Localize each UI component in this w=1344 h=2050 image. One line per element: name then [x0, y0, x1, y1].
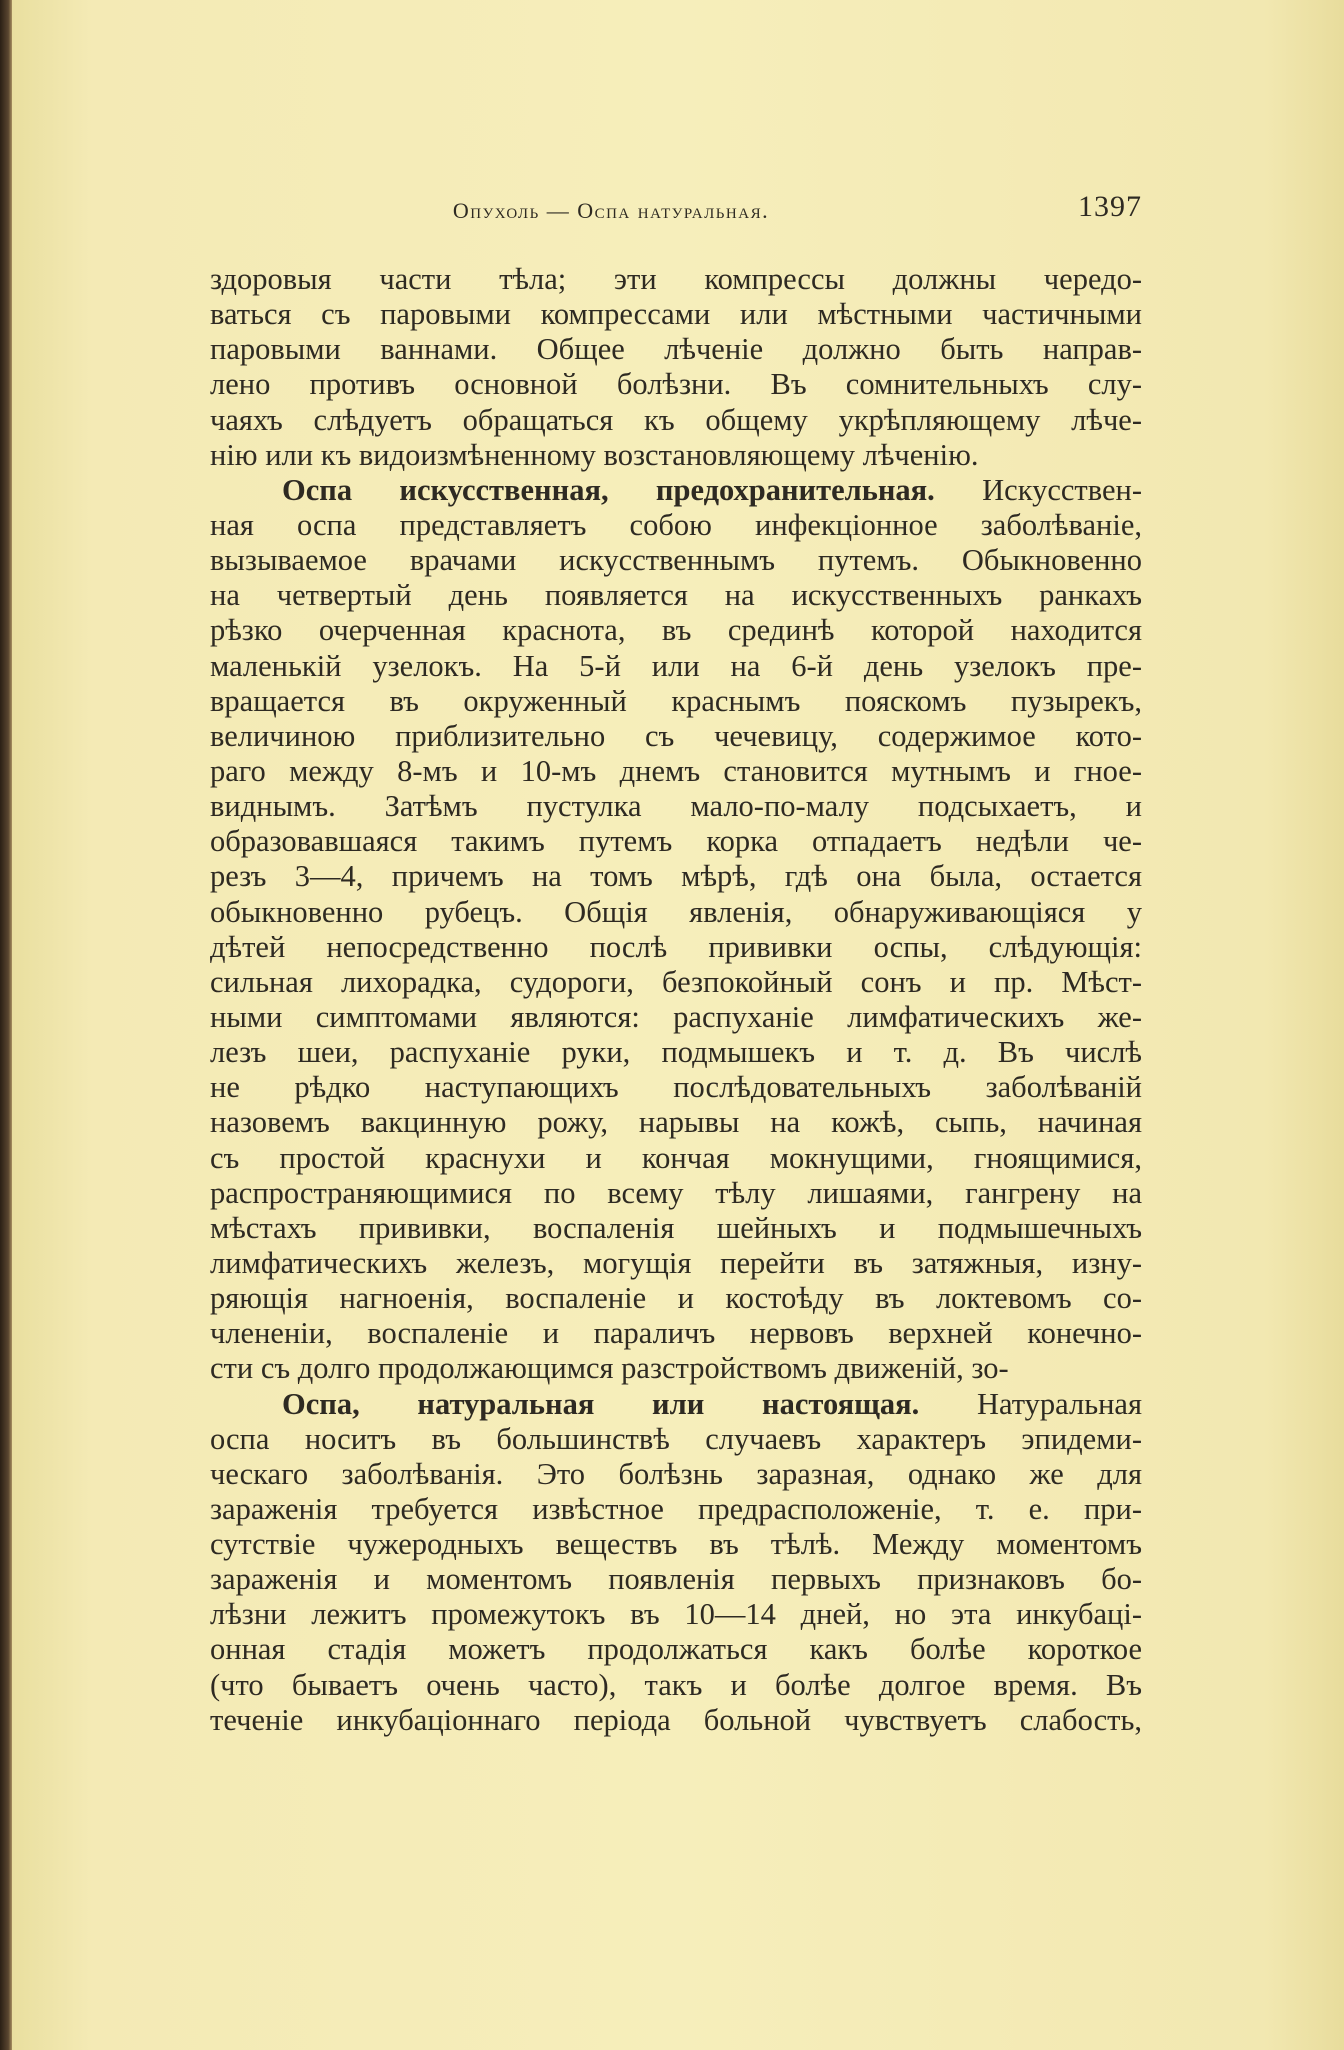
text-line: лѣзни лежитъ промежутокъ въ 10—14 дней, но эта инкубаці-	[210, 1597, 1142, 1632]
text-line: съ простой краснухи и кончая мокнущими, гноящимися,	[210, 1140, 1142, 1175]
text-line: обыкновенно рубецъ. Общія явленія, обнаруживающіяся у	[210, 894, 1142, 929]
text-line: на четвертый день появляется на искусственныхъ ранкахъ	[210, 578, 1142, 613]
section-heading: Оспа искусственная, предохранительная.	[282, 472, 935, 507]
text-line: (что бываетъ очень часто), такъ и болѣе долгое время. Въ	[210, 1667, 1142, 1702]
text-line: величиною приблизительно съ чечевицу, содержимое кото-	[210, 718, 1142, 753]
running-head	[210, 190, 1142, 230]
text-line: онная стадія можетъ продолжаться какъ болѣе короткое	[210, 1632, 1142, 1667]
section-heading: Оспа, натуральная или настоящая.	[282, 1386, 920, 1421]
page-number: 1397	[1078, 190, 1142, 223]
heading-continuation: Искусствен-	[982, 472, 1142, 507]
paragraph-2	[210, 473, 1142, 1387]
text-line: раго между 8-мъ и 10-мъ днемъ становится мутнымъ и гное-	[210, 753, 1142, 788]
text-line: сутствіе чужеродныхъ веществъ въ тѣлѣ. Между моментомъ	[210, 1527, 1142, 1562]
text-line: распространяющимися по всему тѣлу лишаями, гангрену на	[210, 1175, 1142, 1210]
text-line: сти съ долго продолжающимся разстройствомъ движеній, зо-	[210, 1351, 1009, 1386]
text-line: ная оспа представляетъ собою инфекціонное заболѣваніе,	[210, 507, 1142, 542]
text-line	[210, 473, 1142, 508]
text-line: лено противъ основной болѣзни. Въ сомнительныхъ слу-	[210, 367, 1142, 402]
text-line: маленькій узелокъ. На 5-й или на 6-й день узелокъ пре-	[210, 648, 1142, 683]
running-title: Опухоль — Оспа натуральная.	[452, 198, 770, 223]
paragraph-1	[210, 262, 1142, 473]
book-spine-shadow	[0, 0, 12, 2050]
text-line: ваться съ паровыми компрессами или мѣстными частичными	[210, 297, 1142, 332]
text-line: резъ 3—4, причемъ на томъ мѣрѣ, гдѣ она была, остается	[210, 859, 1142, 894]
paragraph-3	[210, 1387, 1142, 1738]
text-line: здоровыя части тѣла; эти компрессы должны чередо-	[210, 262, 1142, 296]
text-line: зараженія требуется извѣстное предрасположеніе, т. е. при-	[210, 1491, 1142, 1526]
text-line: мѣстахъ прививки, воспаленія шейныхъ и подмышечныхъ	[210, 1210, 1142, 1245]
text-line: сильная лихорадка, судороги, безпокойный сонъ и пр. Мѣст-	[210, 964, 1142, 999]
text-line: чаяхъ слѣдуетъ обращаться къ общему укрѣпляющему лѣче-	[210, 402, 1142, 437]
text-line: дѣтей непосредственно послѣ прививки оспы, слѣдующія:	[210, 929, 1142, 964]
text-line: теченіе инкубаціоннаго періода больной чувствуетъ слабость,	[210, 1702, 1142, 1737]
text-line: оспа носитъ въ большинствѣ случаевъ характеръ эпидеми-	[210, 1421, 1142, 1456]
text-line: лимфатическихъ железъ, могущія перейти въ затяжныя, изну-	[210, 1245, 1142, 1280]
text-line: вращается въ окруженный краснымъ пояскомъ пузырекъ,	[210, 683, 1142, 718]
text-line: нію или къ видоизмѣненному возстановляющему лѣченію.	[210, 437, 979, 472]
text-line: рѣзко очерченная краснота, въ срединѣ которой находится	[210, 613, 1142, 648]
text-line: образовавшаяся такимъ путемъ корка отпадаетъ недѣли че-	[210, 824, 1142, 859]
text-line: назовемъ вакцинную рожу, нарывы на кожѣ, сыпь, начиная	[210, 1105, 1142, 1140]
text-line: зараженія и моментомъ появленія первыхъ признаковъ бо-	[210, 1562, 1142, 1597]
text-line: виднымъ. Затѣмъ пустулка мало-по-малу подсыхаетъ, и	[210, 789, 1142, 824]
body-text	[210, 262, 1142, 1738]
text-line: лезъ шеи, распуханіе руки, подмышекъ и т. д. Въ числѣ	[210, 1035, 1142, 1070]
text-line: не рѣдко наступающихъ послѣдовательныхъ заболѣваній	[210, 1070, 1142, 1105]
text-line	[210, 1387, 1142, 1422]
text-line: членeніи, воспаленіе и параличъ нервовъ верхней конечно-	[210, 1316, 1142, 1351]
text-line: ческаго заболѣванія. Это болѣзнь заразная, однако же для	[210, 1456, 1142, 1491]
text-line: ными симптомами являются: распуханіе лимфатическихъ же-	[210, 999, 1142, 1034]
heading-continuation: Натуральная	[976, 1386, 1142, 1421]
text-line: ряющія нагноенія, воспаленіе и костоѣду въ локтевомъ со-	[210, 1281, 1142, 1316]
text-line: паровыми ваннами. Общее лѣченіе должно быть направ-	[210, 332, 1142, 367]
text-line: вызываемое врачами искусственнымъ путемъ. Обыкновенно	[210, 543, 1142, 578]
